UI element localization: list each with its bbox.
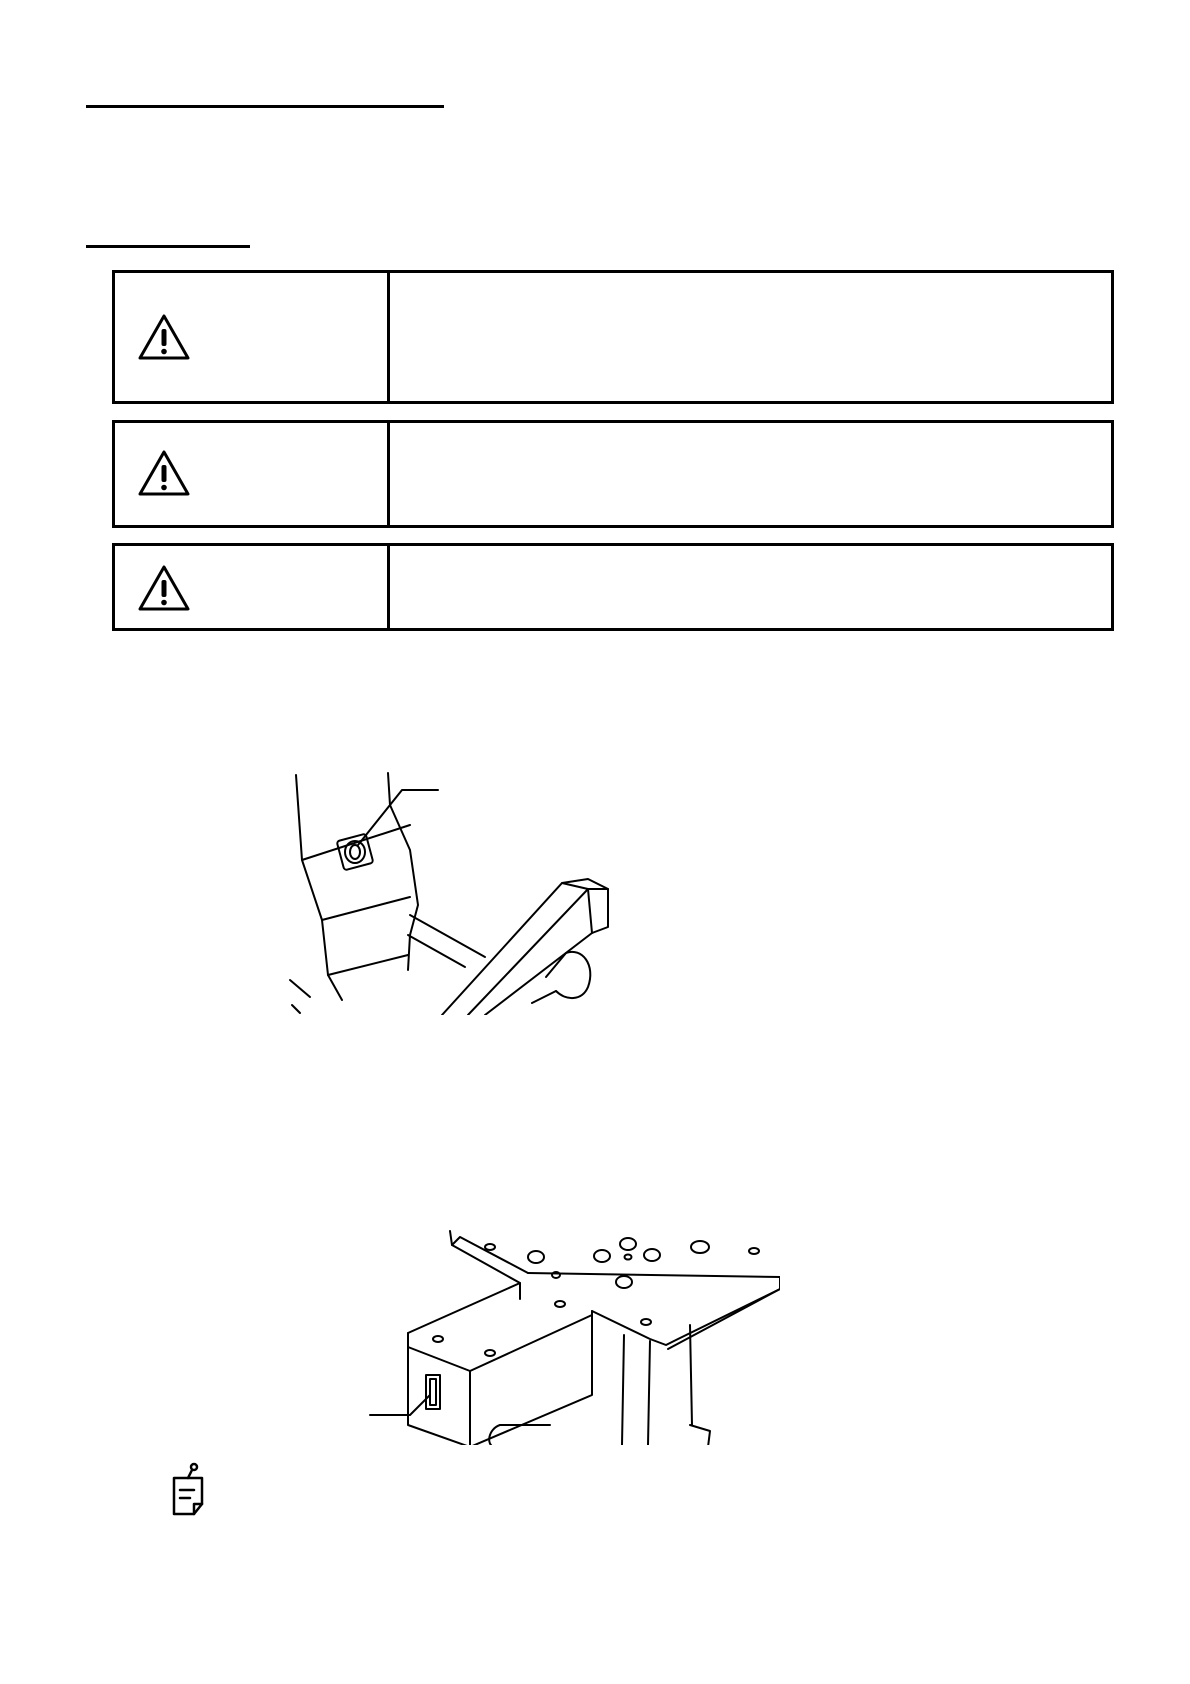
warning-triangle-icon (137, 564, 191, 612)
table-switch-illustration (360, 1225, 780, 1445)
power-switch-illustration (270, 765, 630, 1015)
warning-box-2 (112, 420, 1114, 528)
subsection-title-underline (86, 245, 250, 248)
warning-text-cell (390, 546, 1111, 628)
warning-label-cell (115, 546, 390, 628)
note-memo-icon (168, 1462, 208, 1518)
warning-label-cell (115, 423, 390, 525)
warning-text-cell (390, 423, 1111, 525)
section-title-underline (86, 105, 444, 108)
warning-box-1 (112, 270, 1114, 404)
warning-triangle-icon (137, 449, 191, 497)
warning-label-cell (115, 273, 390, 401)
warning-text-cell (390, 273, 1111, 401)
warning-triangle-icon (137, 313, 191, 361)
warning-box-3 (112, 543, 1114, 631)
